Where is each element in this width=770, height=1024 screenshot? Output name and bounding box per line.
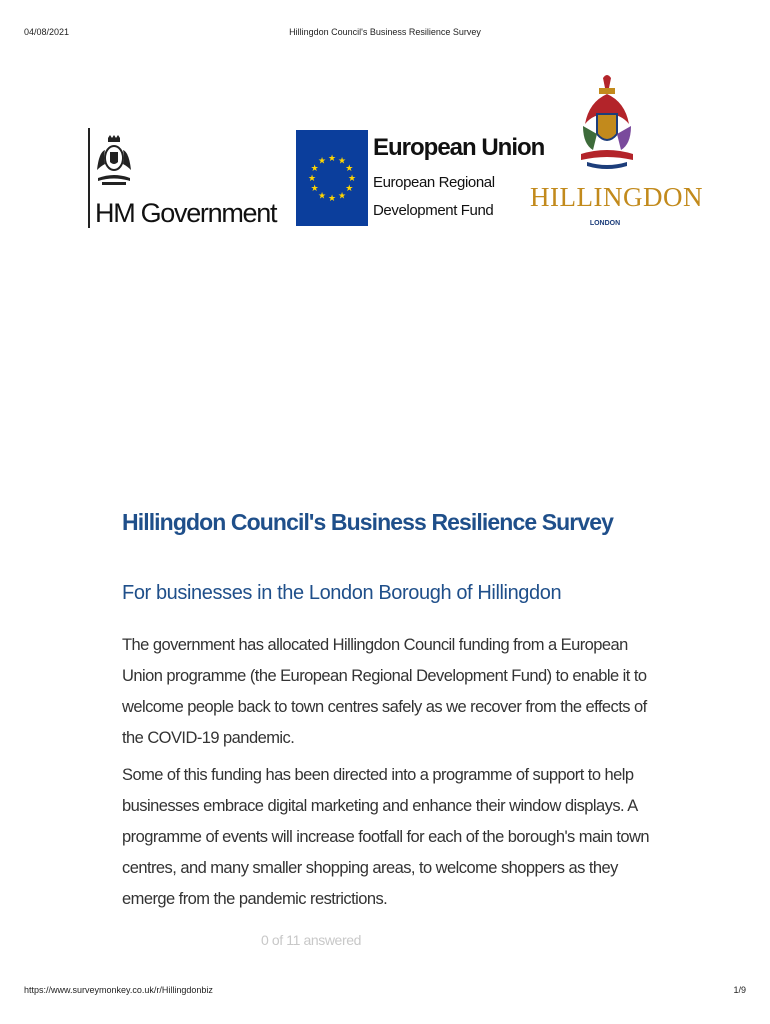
survey-title: Hillingdon Council's Business Resilience Survey — [122, 509, 614, 535]
intro-paragraph-2: Some of this funding has been directed into a programme of support to help businesses embrace digital marketing and enhance their window displays. A programme of events will increase footfall for each of the borough's main town centres, and many smaller shopping areas, to welcome shoppers as they emerge from the pandemic restrictions. — [122, 766, 650, 908]
eu-star-icon: ★ — [327, 153, 337, 163]
print-header-title: Hillingdon Council's Business Resilience Survey — [289, 27, 481, 37]
eu-star-icon: ★ — [347, 173, 357, 183]
eu-star-icon: ★ — [317, 155, 327, 166]
hillingdon-sub: LONDON — [589, 220, 621, 227]
eu-star-icon: ★ — [310, 183, 319, 193]
page-number: 1/9 — [733, 985, 746, 995]
eu-star-icon: ★ — [337, 190, 347, 201]
eu-star-icon: ★ — [345, 183, 354, 193]
hillingdon-logo — [530, 74, 703, 234]
eu-star-icon: ★ — [345, 163, 354, 173]
eu-star-icon: ★ — [337, 155, 347, 166]
footer-url: https://www.surveymonkey.co.uk/r/Hillingdonbiz — [24, 985, 213, 995]
survey-subtitle: For businesses in the London Borough of Hillingdon — [122, 582, 562, 604]
hm-government-text: HM Government — [95, 198, 277, 228]
eu-star-icon: ★ — [307, 173, 317, 183]
eu-title: European Union — [373, 134, 545, 161]
hm-government-logo — [88, 128, 277, 228]
royal-arms-icon — [94, 134, 134, 188]
eu-star-icon: ★ — [327, 193, 337, 203]
eu-star-icon: ★ — [317, 190, 327, 201]
eu-fund-line1: European Regional — [373, 174, 495, 191]
eu-flag-icon — [296, 130, 368, 226]
eu-fund-line2: Development Fund — [373, 202, 494, 219]
hillingdon-coat-of-arms-icon — [577, 74, 637, 174]
hillingdon-name: HILLINGDON — [530, 182, 703, 212]
eu-erdf-logo — [296, 130, 545, 226]
intro-paragraph-1: The government has allocated Hillingdon Council funding from a European Union programme (the European Regional Development Fund) to enable it to welcome people back to town centres safely as we recover from the effects of the COVID-19 pandemic. — [122, 636, 647, 747]
print-date: 04/08/2021 — [24, 27, 70, 37]
progress-text: 0 of 11 answered — [261, 932, 361, 948]
eu-star-icon: ★ — [310, 163, 319, 173]
logo-divider — [88, 128, 90, 228]
